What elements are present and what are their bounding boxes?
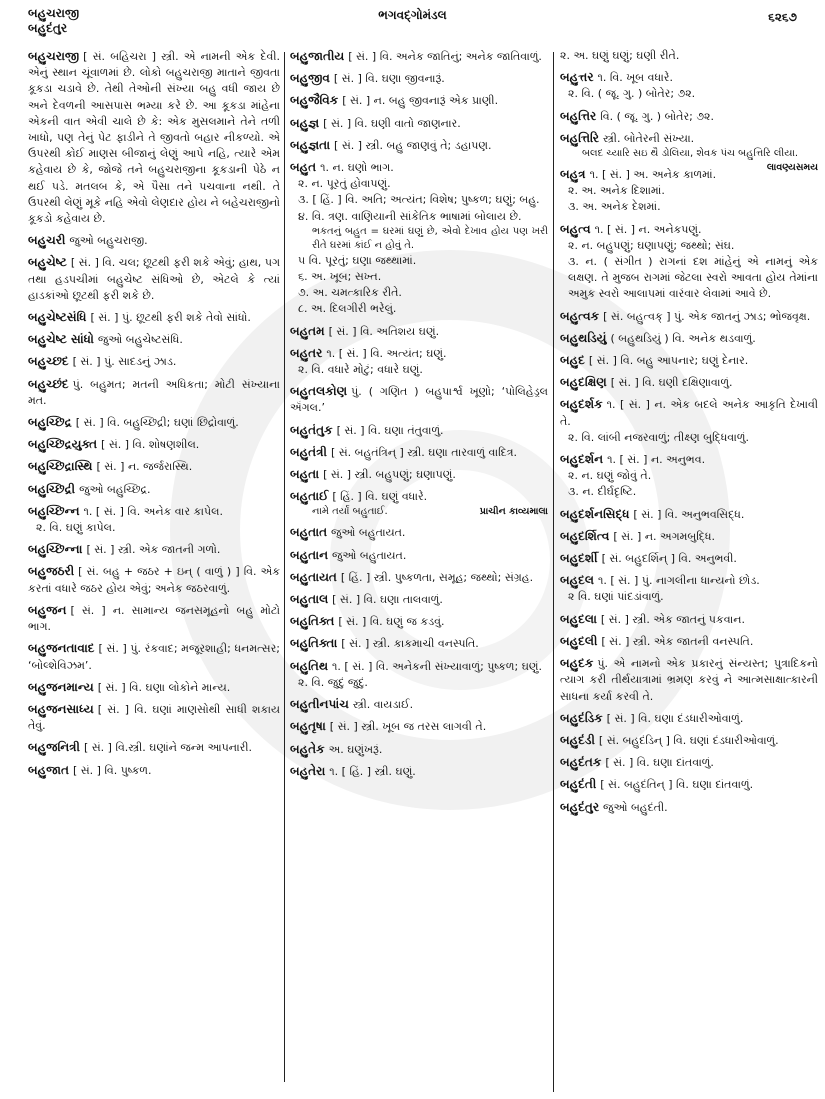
quote-source: લાવણ્યસમય xyxy=(766,162,818,174)
definition: [ સં. બહિચરા ] સ્ત્રી. એ નામની એક દેવી. એનું સ્થાન ચૂંવાળમાં છે. લોકો બહુચરાજી માતાને જીવતા કૂકડા ચડાવે છે. તેથી તેઓની સંખ્યા બહુ વધી જાય છે અને દેવળની આસપાસ ભમ્યા કરે છે. આ કૂકડા માંહેના એકની વાત એવી ચાલે છે કે: એક મુસલમાને તેને તળી ખાધો, પણ તેનું પેટ ફાડીને તે જીવતો બહાર નીકળ્યો. એ ઉપરથી કોઈ માણસ બીજાનું લેણું આપે નહિ, ત્યારે એમ કહેવાય છે કે, જોજે તને બહુચરાજીના કૂકડાની પેઠે ન થઈ પડે. મતલબ કે, એ પૈસા તને પચવાના નથી. તે ઉપરથી લેણું મૂકે નહિ એવો લેણદાર હોય ને બહેચરાજીનો કૂકડો કહેવાય છે. xyxy=(28,50,280,226)
dictionary-entry xyxy=(560,352,818,369)
definition: [ સં. ] વિ. ઘણા દંડધારીઓવાળું. xyxy=(606,711,744,725)
quote-text: બલદ ચ્યારિ સઇ થૈ ડોલિયા, શેવક પંચ બહુત્તિરિ લીયા. xyxy=(582,148,799,160)
definition: ૧. [ સં. ] ન. એક બદલે અનેક આકૃતિ દેખાવી તે. xyxy=(560,398,818,428)
definition: [ સં. બહુદંતિન્ ] વિ. ઘણા દાંતવાળું. xyxy=(600,778,754,792)
definition: ૧. વિ. ખૂબ વધારે. xyxy=(597,71,673,85)
definition: [ સં. ] વિ. પુષ્કળ. xyxy=(72,763,152,777)
sub-sense: ૫ વિ. પૂરતું; ઘણા જથ્થામાં. xyxy=(298,253,417,267)
column-1 xyxy=(28,48,280,1088)
dictionary-entry xyxy=(290,741,548,758)
running-title: ભગવદ્ગોમંડલ xyxy=(378,8,447,22)
dictionary-entry xyxy=(28,503,280,536)
headword: બહુદંતી xyxy=(560,777,597,792)
headword: બહુચ્છિન્ન xyxy=(28,503,80,518)
sub-sense: ૨. વિ. વધારે મોટું; વધારે ઘણું. xyxy=(298,363,423,377)
dictionary-entry xyxy=(560,221,818,303)
dictionary-entry xyxy=(560,451,818,501)
page-header xyxy=(0,0,825,44)
dictionary-entry xyxy=(28,602,280,635)
dictionary-entry xyxy=(290,444,548,461)
sub-sense: ૨. વિ. લાંબી નજરવાળું; તીક્ષ્ણ બુદ્ધિવાળું. xyxy=(568,430,749,444)
definition: [ સં. ] વિ. બહુચ્છિદ્રી; ઘણાં છિદ્રોવાળું. xyxy=(75,416,239,430)
definition: [ સં. બહુત્વક્ ] પું. એક જાતનું ઝાડ; ભોજવૃક્ષ. xyxy=(603,309,811,323)
headword: બહુતા xyxy=(290,467,320,482)
dictionary-entry xyxy=(28,481,280,498)
dictionary-entry xyxy=(560,528,818,545)
dictionary-entry xyxy=(28,762,280,779)
sub-sense: ૪. વિ. ત્રણ. વાણિયાની સાંકેતિક ભાષામાં બોલાય છે. xyxy=(298,209,522,223)
definition: ૧. [ હિં. ] સ્ત્રી. ઘણું. xyxy=(329,764,416,778)
headword: બહુદક xyxy=(560,656,594,671)
headword: બહુત્વ xyxy=(560,221,591,236)
headword: બહુદલી xyxy=(560,633,598,648)
definition: અ. ઘણુંખરૂં. xyxy=(328,742,383,756)
dictionary-entry xyxy=(28,541,280,558)
dictionary-entry xyxy=(560,799,818,816)
sub-sense: ૩. અ. અનેક દેશમાં. xyxy=(568,200,661,214)
headword: બહુજીવ xyxy=(290,71,330,86)
headword: બહુચેષ્ટ xyxy=(28,255,67,270)
usage-quote xyxy=(560,147,818,174)
sub-sense: ૨ વિ. ઘણાં પાંદડાંવાળું. xyxy=(568,590,664,604)
guide-word-last: બહુદંતુર xyxy=(28,21,68,35)
dictionary-entry xyxy=(28,353,280,370)
dictionary-entry xyxy=(28,331,280,348)
sub-sense: ૬. અ. ખૂબ; સખ્ત. xyxy=(298,270,382,284)
definition: [ સં. ] વિ. ઘણા દાંતવાળું. xyxy=(605,756,714,770)
sub-sense: ૨. ન. ઘણું જોવું તે. xyxy=(568,469,652,483)
headword: બહુચ્છદ xyxy=(28,354,69,369)
headword: બહુતેક xyxy=(290,741,325,756)
dictionary-entry xyxy=(290,635,548,652)
headword: બહુતેરા xyxy=(290,763,326,778)
definition: ૧. ન. ઘણો ભાગ. xyxy=(320,161,394,175)
definition: [ સં. ] ન. સામાન્ય જનસમૂહનો બહુ મોટો ભાગ. xyxy=(28,603,280,634)
quote-source: પ્રાચીન કાવ્યમાલા xyxy=(479,506,548,518)
dictionary-entry xyxy=(28,640,280,673)
headword: બહુચેષ્ટસંધિ xyxy=(28,310,87,325)
definition: [ સં. ] સ્ત્રી. એક જાતની ગળો. xyxy=(86,543,221,557)
headword: બહુચ્છંદ xyxy=(28,376,69,391)
headword: બહુચ્છિદ્ર xyxy=(28,415,72,430)
usage-quote xyxy=(290,225,548,253)
dictionary-entry xyxy=(560,776,818,793)
dictionary-entry xyxy=(560,396,818,446)
sub-sense: ૨. વિ. જુદું જુદું. xyxy=(298,675,368,689)
dictionary-entry xyxy=(28,458,280,475)
dictionary-entry xyxy=(560,655,818,705)
dictionary-entry xyxy=(290,422,548,439)
headword: બહુચરાજી xyxy=(28,49,80,63)
column-divider xyxy=(284,52,285,1082)
definition: [ સં. બહુ + જઠર + ઇન્ ( વાળું ) ] વિ. એક કરતાં વધારે જઠર હોય એવું; અનેક જઠરવાળું. xyxy=(28,565,280,595)
headword: બહુજઠરી xyxy=(28,564,75,579)
definition: [ સં. ] સ્ત્રી. કાકમાચી વનસ્પતિ. xyxy=(341,637,479,651)
headword: બહુતાત xyxy=(290,525,328,540)
dictionary-entry xyxy=(290,48,548,65)
sub-sense: ૨. ન. બહુપણું; ઘણાપણું; જથ્થો; સંઘ. xyxy=(568,238,735,252)
definition: [ સં. ] વિ. અનુભવસિદ્ધ. xyxy=(633,507,745,521)
definition: [ સં. ] વિ. ઘણા તાલવાળું. xyxy=(332,593,443,607)
definition: [ સં. ] પું. રંકવાદ; મજૂરશાહી; ધનમત્સર; ‘બોલ્શેવિઝમ’. xyxy=(28,642,280,672)
dictionary-entry xyxy=(290,613,548,630)
headword: બહુતિક્તા xyxy=(290,636,338,651)
dictionary-entry xyxy=(560,710,818,727)
dictionary-entry xyxy=(28,739,280,756)
definition: ( બહુથડિયું ) વિ. અનેક થડવાળું. xyxy=(610,331,756,345)
headword: બહુતૃષા xyxy=(290,719,326,734)
definition: [ સં. ] સ્ત્રી. એક જાતની વનસ્પતિ. xyxy=(601,634,754,648)
definition: [ સં. ] વિ. ઘણી વાતો જાણનાર. xyxy=(323,116,461,130)
dictionary-entry xyxy=(560,130,818,174)
definition: [ હિં. ] વિ. ઘણું વધારે. xyxy=(332,490,428,504)
dictionary-entry xyxy=(290,115,548,132)
headword: બહુત્તિરિ xyxy=(560,130,599,145)
headword: બહુદર્શી xyxy=(560,551,598,566)
dictionary-entry xyxy=(28,436,280,453)
definition: [ સં. ] ન. અગમબુદ્ધિ. xyxy=(613,529,715,543)
definition: [ સં. ] વિ. ચલ; છૂટથી ફરી શકે એવું; હાથ, પગ તથા હડપચીમાં બહુચેષ્ટ સંધિઓ છે, એટલે કે ત્યાં હાડકાંઓ છૂટથી ફરી શકે છે. xyxy=(28,256,280,302)
definition: ૧. [ સં. ] ન. અનુભવ. xyxy=(607,453,706,467)
definition: [ સં. ] વિ. ઘણા જીવનારૂં. xyxy=(333,72,445,86)
headword: બહુદંડી xyxy=(560,732,595,747)
dictionary-entry xyxy=(560,330,818,347)
sub-sense: ૭. અ. ચમત્કારિક રીતે. xyxy=(298,286,402,300)
headword: બહુદલ xyxy=(560,573,594,588)
definition: ૧. [ સં. ] વિ. અનેક વાર કાપેલ. xyxy=(83,504,223,518)
definition: [ સં. ] વિ. ઘણાં માણસોથી સાધી શકાય તેવું. xyxy=(28,702,280,733)
headword: બહુજ્ઞ xyxy=(290,115,320,130)
definition: [ સં. ] વિ. બહુ આપનાર; ઘણું દેનાર. xyxy=(588,354,749,368)
headword: બહુજનમાન્ય xyxy=(28,679,94,694)
sub-sense: ૩. ન. દીર્ઘદૃષ્ટિ. xyxy=(568,485,637,499)
sub-sense: ૩. [ હિં. ] વિ. અતિ; અત્યંત; વિશેષ; પુષ્કળ; ઘણું; બહુ. xyxy=(298,193,540,207)
column-2 xyxy=(290,48,548,1088)
definition: જુઓ બહુતાયત. xyxy=(331,526,406,540)
dictionary-entry xyxy=(560,633,818,650)
definition: જુઓ બહુચરાજી. xyxy=(69,234,148,248)
dictionary-entry xyxy=(290,569,548,586)
headword: બહુચ્છિદ્રયુક્ત xyxy=(28,437,98,452)
dictionary-entry xyxy=(290,323,548,340)
sub-sense: ૨. વિ. ( જૂ. ગુ. ) બોતેર; ૭૨. xyxy=(568,87,696,101)
definition: [ સં. ] સ્ત્રી. ખૂબ જ તરસ લાગવી તે. xyxy=(329,720,487,734)
definition: [ સં. ] વિ. ઘણા તંતુવાળું. xyxy=(336,423,444,437)
headword: બહુદ xyxy=(560,353,585,368)
dictionary-entry xyxy=(28,701,280,734)
dictionary-entry xyxy=(290,658,548,691)
headword: બહુતાયત xyxy=(290,569,337,584)
definition: જુઓ બહુચેષ્ટસંધિ. xyxy=(97,333,183,347)
headword: બહુત xyxy=(290,160,317,175)
headword: બહુજ્ઞતા xyxy=(290,137,331,152)
quote-text: ભકતનું બહુત = ઘરમાં ઘણું છે, એવો દેખાવ હોય પણ ખરી રીતે ઘરમાં કાંઈ ન હોવું તે. xyxy=(312,225,548,251)
dictionary-entry xyxy=(290,383,548,416)
definition: સ્ત્રી. વાયડાઈ. xyxy=(352,698,414,712)
dictionary-entry xyxy=(28,254,280,304)
guide-word-first: બહુચરાજી xyxy=(28,6,80,20)
dictionary-entry xyxy=(560,550,818,567)
headword: બહુદર્શિત્વ xyxy=(560,528,610,543)
dictionary-entry xyxy=(290,696,548,713)
dictionary-entry xyxy=(28,48,280,227)
headword: બહુજૈવિક xyxy=(290,93,339,108)
headword: બહુત્તિર xyxy=(560,108,597,123)
definition: ૨. અ. ઘણું ઘણું; ઘણી રીતે. xyxy=(560,49,680,62)
headword: બહુદર્શન xyxy=(560,452,604,467)
dictionary-entry xyxy=(560,754,818,771)
definition: ૧. [ સં. ] ન. અનેકપણું. xyxy=(594,222,702,236)
definition: [ સં. ] ન. બહુ જીવનારૂં એક પ્રાણી. xyxy=(342,94,499,108)
definition: પું. ( ગણિત ) બહુપાર્શ્વ ખૂણો; ‘પોલિહેડ્રલ ઍંગલ.’ xyxy=(290,385,548,415)
column-3 xyxy=(560,48,818,1088)
definition: [ સં. બહુદર્શિન્ ] વિ. અનુભવી. xyxy=(601,552,737,566)
definition: [ હિં. ] સ્ત્રી. પુષ્કળતા, સમૂહ; જથ્થો; સંગ્રહ. xyxy=(340,570,534,584)
headword: બહુજનતાવાદ xyxy=(28,641,95,656)
headword: બહુતંતુક xyxy=(290,422,333,437)
quote-text: નામે તર્યાં બહુતાઈ. xyxy=(312,506,388,518)
headword: બહુજાતીય xyxy=(290,49,345,63)
dictionary-entry xyxy=(28,309,280,326)
sub-sense: ૨. વિ. ઘણું કાપેલ. xyxy=(36,521,116,535)
definition: [ સં. ] વિ. ઘણું જ કડવું. xyxy=(338,615,445,629)
dictionary-entry xyxy=(290,547,548,564)
definition: ૧. [ સં. ] અ. અનેક કાળમાં. xyxy=(589,168,717,182)
column-divider xyxy=(553,52,554,1092)
headword: બહુચ્છિદ્રાસ્થિ xyxy=(28,459,93,474)
definition: પું. બહુમત; મતની અધિકતા; મોટી સંખ્યાના મત. xyxy=(28,377,280,407)
dictionary-entry xyxy=(290,488,548,519)
headword: બહુચરી xyxy=(28,233,66,248)
dictionary-entry xyxy=(290,137,548,154)
definition: [ સં. ] વિ. શોષણશીલ. xyxy=(101,438,200,452)
dictionary-entry xyxy=(560,308,818,325)
definition: [ સં. ] ન. જર્જરાસ્થિ. xyxy=(96,460,193,474)
definition: વિ. ( જૂ. ગુ. ) બોતેર; ૭૨. xyxy=(600,109,714,123)
definition: [ સં. ] વિ. અતિશય ઘણું. xyxy=(328,324,440,338)
headword: બહુદંતુર xyxy=(560,799,600,814)
headword: બહુતાલ xyxy=(290,592,329,607)
definition: [ સં. ] વિ. અનેક જાતિનું; અનેક જાતિવાળું. xyxy=(348,50,542,63)
headword: બહુતર xyxy=(290,345,323,360)
dictionary-entry xyxy=(560,108,818,125)
definition: [ સં. ] સ્ત્રી. એક જાતનું પકવાન. xyxy=(600,612,745,626)
headword: બહુત્વક xyxy=(560,308,600,323)
dictionary-entry xyxy=(290,92,548,109)
definition: જુઓ બહુચ્છિદ્ર. xyxy=(79,482,151,496)
definition: [ સં. ] સ્ત્રી. બહુપણું; ઘણાપણું. xyxy=(323,468,456,482)
headword: બહુચેષ્ટ સાંધો xyxy=(28,332,94,347)
sub-sense: ૨. ન. પૂરતું હોવાપણું. xyxy=(298,177,391,191)
headword: બહુતિથ xyxy=(290,658,329,673)
definition: [ સં. બહુતંત્રિન્ ] સ્ત્રી. ઘણા તારવાળું વાદિત્ર. xyxy=(330,445,517,459)
dictionary-entry xyxy=(28,563,280,596)
headword: બહુચ્છિદ્રી xyxy=(28,481,76,496)
headword: બહુતંત્રી xyxy=(290,444,327,459)
definition: [ સં. ] પું. સાદડનું ઝાડ. xyxy=(72,355,177,369)
definition: ૧. [ સં. ] વિ. અત્યંત; ઘણું. xyxy=(326,346,447,360)
dictionary-entry xyxy=(28,376,280,409)
definition: પું. એ નામનો એક પ્રકારનું સંન્યસ્ત; પુત્રાદિકનો ત્યાગ કરી તીર્થયાત્રામાં ભ્રમણ કરવું ને આત્મસાક્ષાત્કારની સાધના કર્યા કરવી તે. xyxy=(560,657,818,703)
headword: બહુજનિત્રી xyxy=(28,740,80,755)
headword: બહુતિક્ત xyxy=(290,614,335,629)
headword: બહુતલકોણ xyxy=(290,384,348,399)
definition: [ સં. ] વિ. ઘણા લોકોને માન્ય. xyxy=(97,680,231,694)
dictionary-entry xyxy=(560,572,818,605)
sub-sense: ૮. અ. દિલગીરી ભરેલું. xyxy=(298,302,397,316)
page-number: ૬૨૬૭ xyxy=(768,10,797,24)
dictionary-entry xyxy=(560,374,818,391)
usage-quote xyxy=(290,505,548,519)
dictionary-entry xyxy=(560,69,818,102)
headword: બહુત્ર xyxy=(560,167,586,182)
dictionary-entry xyxy=(290,159,548,318)
dictionary-entry xyxy=(28,679,280,696)
sub-sense: ૩. ન. ( સંગીત ) રાગનાં દશ માંહેનું એ નામનું એક લક્ષણ. તે મુજબ રાગમાં જેટલા સ્વરો આવતા હોય તેમાંના અમુક સ્વરો આલાપમાં વારંવાર લેવામાં આવે છે. xyxy=(568,255,818,301)
headword: બહુથડિયું xyxy=(560,330,607,345)
definition: [ સં. ] વિ.સ્ત્રી. ઘણાંને જન્મ આપનારી. xyxy=(83,741,252,755)
headword: બહુતમ xyxy=(290,323,325,338)
definition: સ્ત્રી. બોતેરની સંખ્યા. xyxy=(602,131,695,145)
dictionary-entry xyxy=(290,718,548,735)
headword: બહુદર્શનસિદ્ધ xyxy=(560,506,630,521)
dictionary-columns xyxy=(0,48,825,1093)
definition: [ સં. બહુદંડિન્ ] વિ. ઘણાં દંડધારીઓવાળું. xyxy=(598,733,779,747)
headword: બહુચ્છિન્ના xyxy=(28,542,83,557)
dictionary-entry xyxy=(560,506,818,523)
dictionary-entry xyxy=(560,48,818,64)
definition: [ સં. ] સ્ત્રી. બહુ જાણવું તે; ડહાપણ. xyxy=(334,138,492,152)
sub-sense: ૨. અ. અનેક દિશામાં. xyxy=(568,184,665,198)
dictionary-entry xyxy=(290,763,548,780)
definition: [ સં. ] વિ. ઘણી દક્ષિણાવાળું. xyxy=(610,376,733,390)
headword: બહુદંતક xyxy=(560,755,602,770)
headword: બહુતીનપાંચ xyxy=(290,697,349,712)
definition: જુઓ બહુદંતી. xyxy=(603,800,668,814)
headword: બહુદર્શક xyxy=(560,397,603,412)
definition: ૧. [ સં. ] વિ. અનેકની સંખ્યાવાળું; પુષ્કળ; ઘણું. xyxy=(332,659,542,673)
dictionary-entry xyxy=(560,732,818,749)
headword: બહુદક્ષિણ xyxy=(560,375,607,390)
dictionary-entry xyxy=(290,466,548,483)
headword: બહુતાઈ xyxy=(290,489,329,504)
dictionary-entry xyxy=(290,345,548,378)
dictionary-entry xyxy=(290,70,548,87)
definition: ૧. [ સં. ] પું. નાગલીના ધાન્યનો છોડ. xyxy=(597,574,760,588)
dictionary-entry xyxy=(560,611,818,628)
headword: બહુતાન xyxy=(290,547,329,562)
dictionary-entry xyxy=(28,414,280,431)
definition: [ સં. ] પું. છૂટથી ફરી શકે તેવો સાંધો. xyxy=(90,311,251,325)
dictionary-entry xyxy=(290,524,548,541)
headword: બહુત્તર xyxy=(560,70,594,85)
headword: બહુદંડિક xyxy=(560,710,603,725)
headword: બહુદલા xyxy=(560,611,597,626)
dictionary-entry xyxy=(28,232,280,249)
definition: જુઓ બહુતાયત. xyxy=(332,548,407,562)
dictionary-entry xyxy=(290,591,548,608)
headword: બહુજનસાધ્ય xyxy=(28,701,94,716)
headword: બહુજાત xyxy=(28,762,69,777)
headword: બહુજન xyxy=(28,602,67,617)
